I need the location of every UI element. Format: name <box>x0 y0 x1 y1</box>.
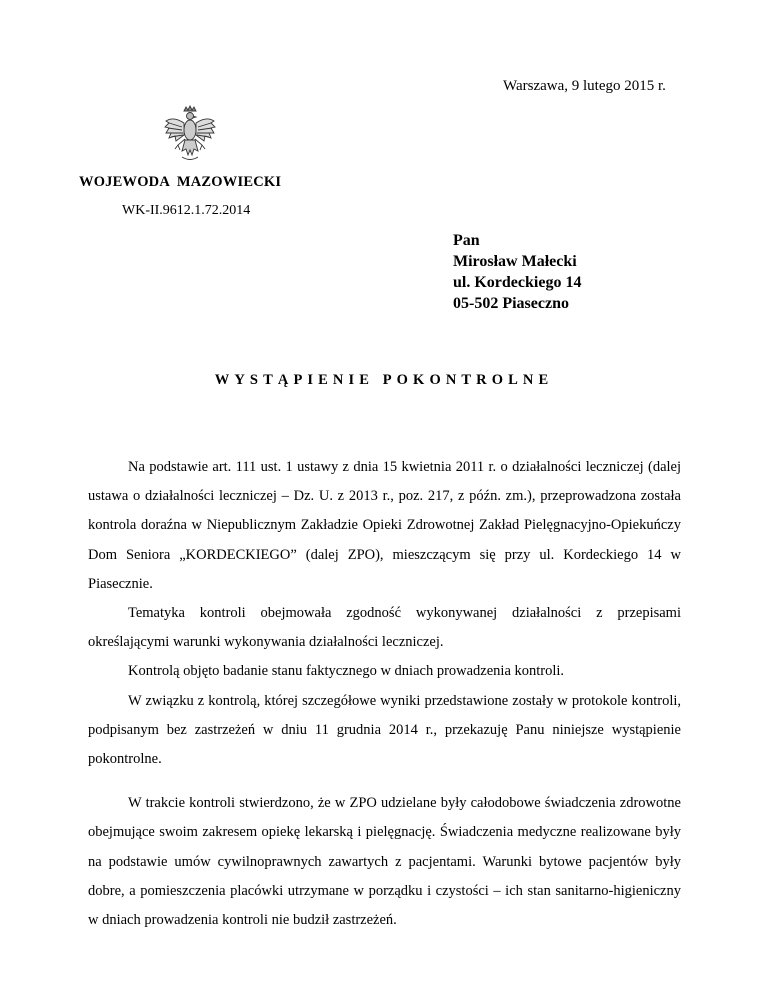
recipient-city: 05-502 Piaseczno <box>453 295 569 312</box>
recipient-name: Mirosław Małecki <box>453 253 577 270</box>
recipient-salutation: Pan <box>453 232 480 249</box>
paragraph: W związku z kontrolą, której szczegółowe wyniki przedstawione zostały w protokole kontroli, podpisanym bez zastrzeżeń w dniu 11 grudnia 2014 r., przekazuję Panu niniejsze wystąpienie pokontrolne. <box>88 692 681 768</box>
place-date: Warszawa, 9 lutego 2015 r. <box>503 78 666 94</box>
recipient-address <box>453 230 581 314</box>
polish-eagle-emblem-icon <box>164 105 216 163</box>
recipient-street: ul. Kordeckiego 14 <box>453 274 582 291</box>
issuing-office: WOJEWODA MAZOWIECKI <box>79 174 282 190</box>
paragraph: W trakcie kontroli stwierdzono, że w ZPO udzielane były całodobowe świadczenia zdrowotne obejmujące swoim zakresem opiekę lekarską i pielęgnację. Świadczenia medyczne realizowane były na podstawie umów cywilnoprawnych zawartych z pacjentami. Warunki bytowe pacjentów były dobre, a pomieszczenia placówki utrzymane w porządku i czystości – ich stan sanitarno-higieniczny w dniach prowadzenia kontroli nie budził zastrzeżeń. <box>88 795 681 929</box>
document-body <box>88 453 681 935</box>
document-title: WYSTĄPIENIE POKONTROLNE <box>214 372 554 388</box>
reference-number: WK-II.9612.1.72.2014 <box>122 203 251 218</box>
paragraph: Tematyka kontroli obejmowała zgodność wykonywanej działalności z przepisami określającymi warunki wykonywania działalności leczniczej. <box>88 605 681 651</box>
paragraph: Kontrolą objęto badanie stanu faktycznego w dniach prowadzenia kontroli. <box>128 663 565 680</box>
paragraph: Na podstawie art. 111 ust. 1 ustawy z dnia 15 kwietnia 2011 r. o działalności leczniczej (dalej ustawa o działalności leczniczej – Dz. U. z 2013 r., poz. 217, z późn. zm.), przeprowadzona została kontrola doraźna w Niepublicznym Zakładzie Opieki Zdrowotnej Zakład Pielęgnacyjno-Opiekuńczy Dom Seniora „KORDECKIEGO” (dalej ZPO), mieszczącym się przy ul. Kordeckiego 14 w Piasecznie. <box>88 459 681 592</box>
